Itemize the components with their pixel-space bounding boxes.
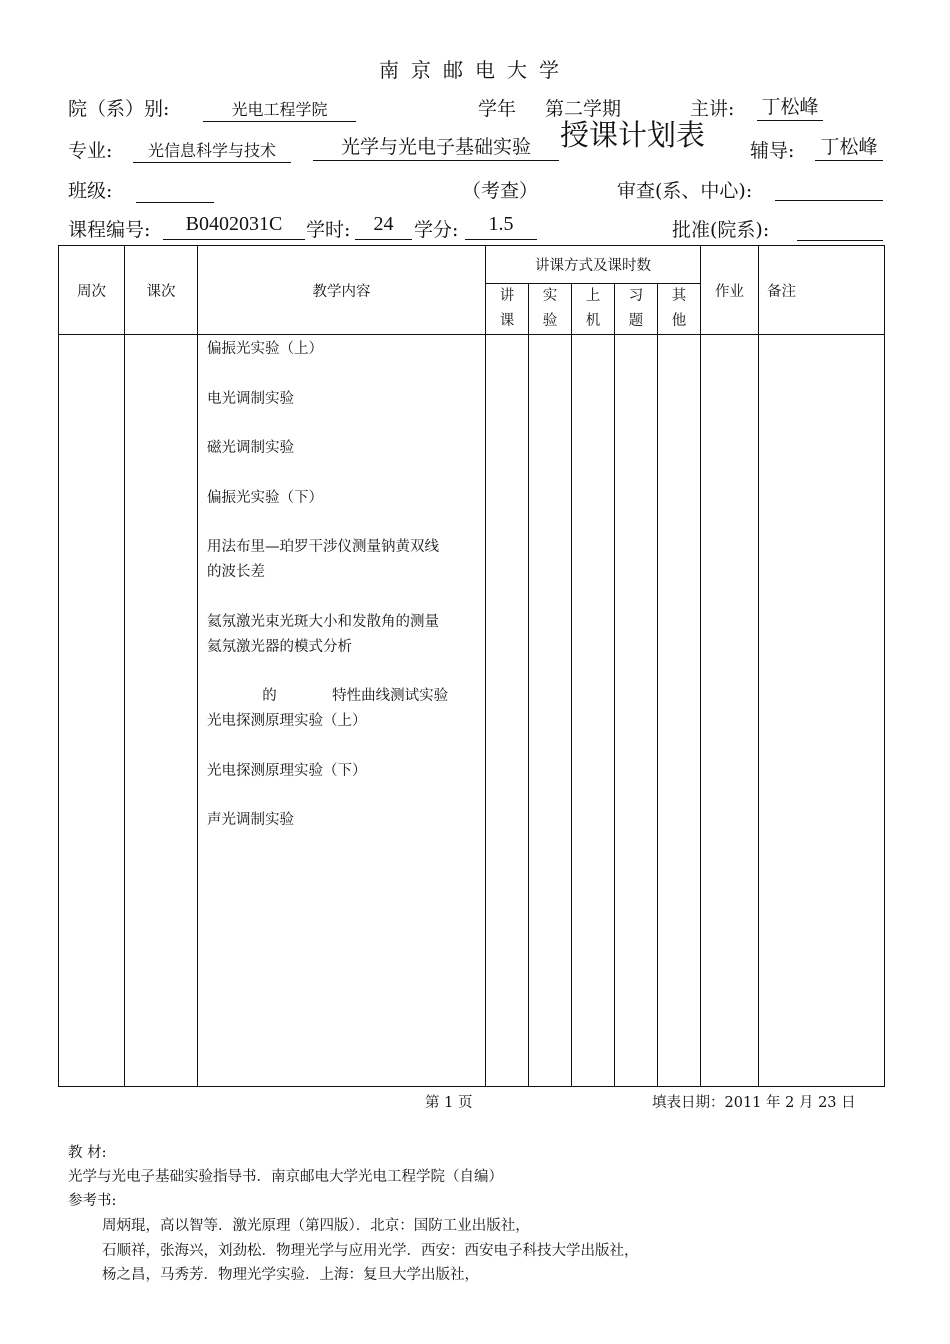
content-line: 光电探测原理实验（上） [207, 713, 367, 729]
homework-cell[interactable] [701, 335, 759, 1087]
header-content: 教学内容 [198, 246, 486, 335]
header-method-char: 习 [628, 288, 644, 304]
content-gap [207, 734, 485, 759]
reference-label: 参考书: [68, 1193, 117, 1209]
lecturer-field[interactable]: 丁松峰 [757, 92, 823, 121]
textbook-entry: 光学与光电子基础实验指导书．南京邮电大学光电工程学院（自编） [68, 1169, 503, 1185]
class-label: 班级: [68, 180, 113, 202]
header-method-lecture [486, 284, 529, 335]
content-line: 声光调制实验 [207, 812, 294, 828]
header-method-exercise [615, 284, 658, 335]
content-line: 偏振光实验（上） [207, 341, 323, 357]
class-field[interactable] [136, 176, 214, 203]
content-line: 氦氖激光束光斑大小和发散角的测量 [207, 613, 439, 630]
week-cell[interactable] [59, 335, 125, 1087]
reference-entry: 杨之昌，马秀芳．物理光学实验．上海：复旦大学出版社， [102, 1267, 479, 1283]
content-line: 用法布里—珀罗干涉仪测量钠黄双线 [207, 539, 439, 555]
remarks-cell[interactable] [759, 335, 885, 1087]
tutor-field[interactable]: 丁松峰 [815, 132, 883, 161]
reference-entry: 石顺祥，张海兴，刘劲松．物理光学与应用光学．西安：西安电子科技大学出版社， [102, 1243, 639, 1259]
form-title: 授课计划表 [560, 118, 706, 152]
header-session: 课次 [125, 246, 198, 335]
content-line: 磁光调制实验 [207, 440, 294, 456]
department-field[interactable]: 光电工程学院 [203, 97, 356, 122]
header-method-group: 讲课方式及课时数 [486, 246, 701, 284]
content-gap [207, 511, 485, 536]
review-field[interactable] [775, 174, 883, 201]
page-title: 南京邮电大学 [379, 58, 571, 82]
semester: 第二学期 [545, 98, 622, 120]
credits-field[interactable]: 1.5 [465, 213, 537, 240]
experiment-hours-cell[interactable] [529, 335, 572, 1087]
content-line: 的 特性曲线测试实验 [207, 688, 449, 704]
header-remarks: 备注 [759, 246, 885, 335]
header-week: 周次 [59, 246, 125, 335]
header-method-char: 讲 [499, 288, 515, 304]
lecture-hours-cell[interactable] [486, 335, 529, 1087]
header-method-char: 课 [499, 313, 515, 329]
department-label: 院（系）别: [68, 98, 170, 120]
header-method-computer [572, 284, 615, 335]
page-number: 第 1 页 [425, 1095, 473, 1111]
year-label: 学年 [478, 98, 517, 120]
major-label: 专业: [68, 140, 113, 162]
other-hours-cell[interactable] [658, 335, 701, 1087]
hours-label: 学时: [306, 219, 351, 241]
course-name-field[interactable]: 光学与光电子基础实验 [313, 132, 559, 161]
header-method-char: 实 [542, 288, 558, 304]
content-line: 偏振光实验（下） [207, 489, 323, 506]
header-method-char: 上 [585, 288, 601, 304]
course-code-field[interactable]: B0402031C [163, 213, 305, 240]
course-code-label: 课程编号: [68, 219, 151, 241]
content-gap [207, 784, 485, 809]
exercise-hours-cell[interactable] [615, 335, 658, 1087]
header-method-other [658, 284, 701, 335]
header-method-char: 其 [671, 288, 687, 304]
content-gap [207, 660, 485, 685]
content-gap [207, 412, 485, 437]
header-method-char: 验 [542, 313, 558, 329]
content-gap [207, 362, 485, 387]
lecturer-label: 主讲: [690, 98, 735, 120]
session-cell[interactable] [125, 335, 198, 1087]
header-homework: 作业 [701, 246, 759, 335]
content-gap [207, 461, 485, 486]
review-label: 审查(系、中心): [617, 180, 753, 202]
header-method-char: 他 [671, 313, 687, 329]
teaching-plan-table [58, 245, 885, 1087]
content-line: 的波长差 [207, 564, 265, 580]
credits-label: 学分: [414, 219, 459, 241]
content-cell[interactable] [198, 335, 486, 1087]
reference-entry: 周炳琨，高以智等．激光原理（第四版）．北京：国防工业出版社， [102, 1218, 530, 1234]
content-line: 光电探测原理实验（下） [207, 762, 367, 779]
assessment-type: （考查） [462, 180, 539, 202]
header-method-char: 机 [585, 313, 601, 329]
content-line: 电光调制实验 [207, 390, 294, 407]
hours-field[interactable]: 24 [355, 213, 412, 240]
computer-hours-cell[interactable] [572, 335, 615, 1087]
approval-label: 批准(院系): [672, 219, 770, 241]
approval-field[interactable] [797, 214, 883, 241]
textbook-label: 教 材: [68, 1145, 107, 1161]
content-line: 氦氖激光器的模式分析 [207, 638, 352, 655]
major-field[interactable]: 光信息科学与技术 [133, 138, 291, 163]
content-gap [207, 585, 485, 610]
fill-date: 填表日期：2011 年 2 月 23 日 [652, 1095, 856, 1111]
header-method-char: 题 [628, 313, 644, 329]
tutor-label: 辅导: [750, 140, 795, 162]
header-method-experiment [529, 284, 572, 335]
